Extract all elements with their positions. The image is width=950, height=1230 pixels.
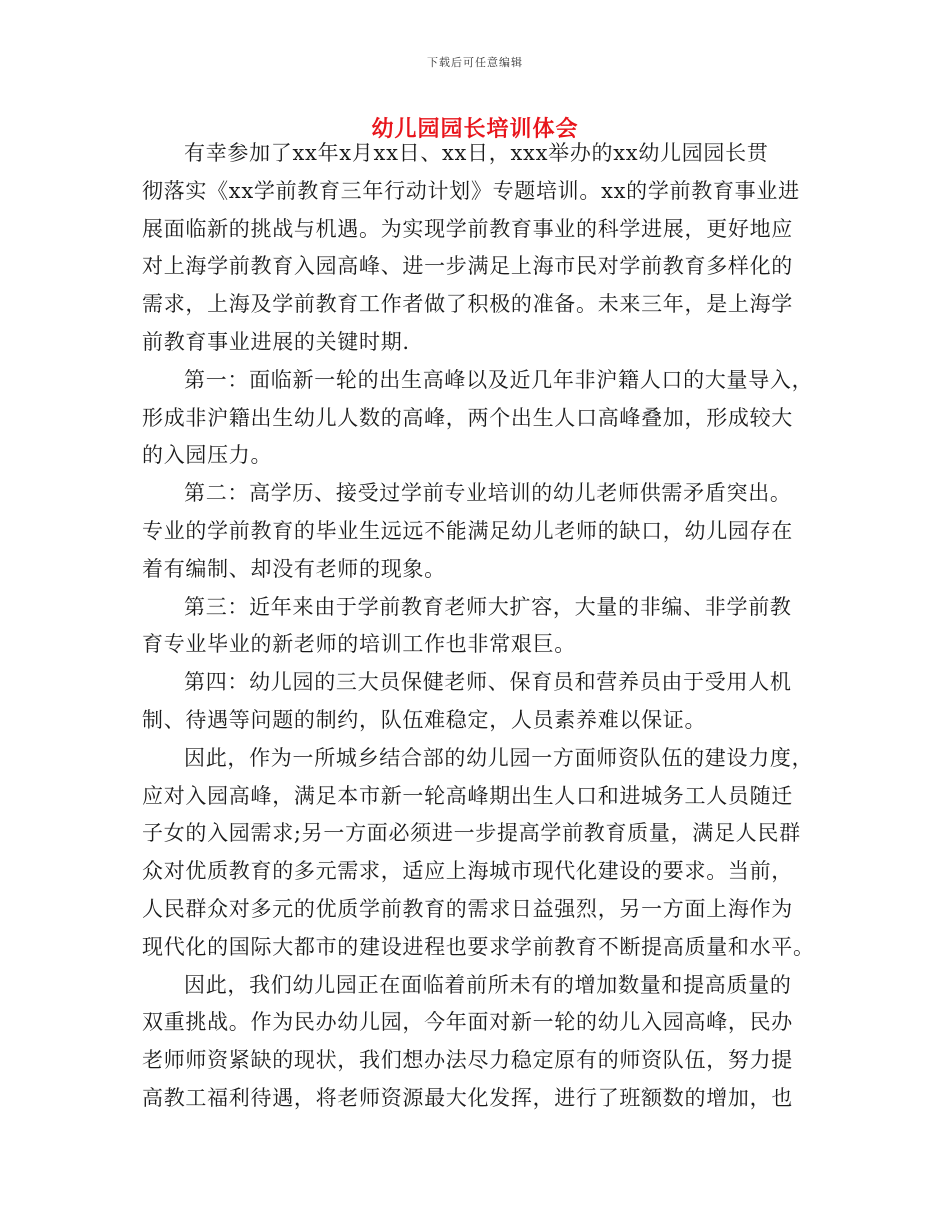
paragraph-line: 着有编制、却没有老师的现象。 <box>142 556 446 581</box>
paragraph <box>142 589 808 665</box>
paragraph-line: 有幸参加了xx年x月xx日、xx日，xxx举办的xx幼儿园园长贯 <box>184 141 769 165</box>
paragraph <box>142 135 808 362</box>
paragraph-line: 现代化的国际大都市的建设进程也要求学前教育不断提高质量和水平。 <box>142 934 815 959</box>
paragraph-line: 展面临新的挑战与机遇。为实现学前教育事业的科学进展，更好地应 <box>142 216 793 241</box>
paragraph-line: 因此，作为一所城乡结合部的幼儿园一方面师资队伍的建设力度， <box>184 745 814 770</box>
paragraph-line: 因此，我们幼儿园正在面临着前所未有的增加数量和提高质量的 <box>184 972 792 997</box>
paragraph-line: 双重挑战。作为民办幼儿园，今年面对新一轮的幼儿入园高峰，民办 <box>142 1010 793 1035</box>
paragraph-line: 第二：高学历、接受过学前专业培训的幼儿老师供需矛盾突出。 <box>184 481 792 506</box>
paragraph <box>142 740 815 967</box>
paragraph-line: 高教工福利待遇，将老师资源最大化发挥，进行了班额数的增加，也 <box>142 1085 793 1110</box>
document-title: 幼儿园园长培训体会 <box>371 116 579 142</box>
paragraph-line: 形成非沪籍出生幼儿人数的高峰，两个出生人口高峰叠加，形成较大 <box>142 405 793 430</box>
paragraph-line: 应对入园高峰，满足本市新一轮高峰期出生人口和进城务工人员随迁 <box>142 783 793 808</box>
document-body <box>142 135 815 1118</box>
paragraph-line: 对上海学前教育入园高峰、进一步满足上海市民对学前教育多样化的 <box>142 254 793 279</box>
paragraph-line: 第三：近年来由于学前教育老师大扩容，大量的非编、非学前教 <box>184 594 792 619</box>
paragraph-line: 第一：面临新一轮的出生高峰以及近几年非沪籍人口的大量导入， <box>184 367 814 392</box>
paragraph-line: 需求，上海及学前教育工作者做了积极的准备。未来三年，是上海学 <box>142 292 793 317</box>
paragraph <box>142 475 808 588</box>
paragraph-line: 制、待遇等问题的制约，队伍难稳定，人员素养难以保证。 <box>142 707 707 732</box>
paragraph-line: 人民群众对多元的优质学前教育的需求日益强烈，另一方面上海作为 <box>142 896 793 921</box>
paragraph-line: 第四：幼儿园的三大员保健老师、保育员和营养员由于受用人机 <box>184 670 792 695</box>
paragraph-line: 前教育事业进展的关键时期. <box>142 329 410 354</box>
paragraph-line: 众对优质教育的多元需求，适应上海城市现代化建设的要求。当前， <box>142 859 793 884</box>
paragraph <box>142 362 814 475</box>
paragraph-line: 的入园压力。 <box>142 443 273 468</box>
paragraph-line: 子女的入园需求;另一方面必须进一步提高学前教育质量，满足人民群 <box>142 821 801 846</box>
paragraph-line: 彻落实《xx学前教育三年行动计划》专题培训。xx的学前教育事业进 <box>142 178 800 203</box>
paragraph-line: 育专业毕业的新老师的培训工作也非常艰巨。 <box>142 632 576 657</box>
paragraph-line: 老师师资紧缺的现状，我们想办法尽力稳定原有的师资队伍，努力提 <box>142 1048 793 1073</box>
paragraph-line: 专业的学前教育的毕业生远远不能满足幼儿老师的缺口，幼儿园存在 <box>142 518 793 543</box>
paragraph <box>142 664 808 740</box>
header-note: 下载后可任意编辑 <box>427 56 523 69</box>
paragraph <box>142 967 808 1118</box>
